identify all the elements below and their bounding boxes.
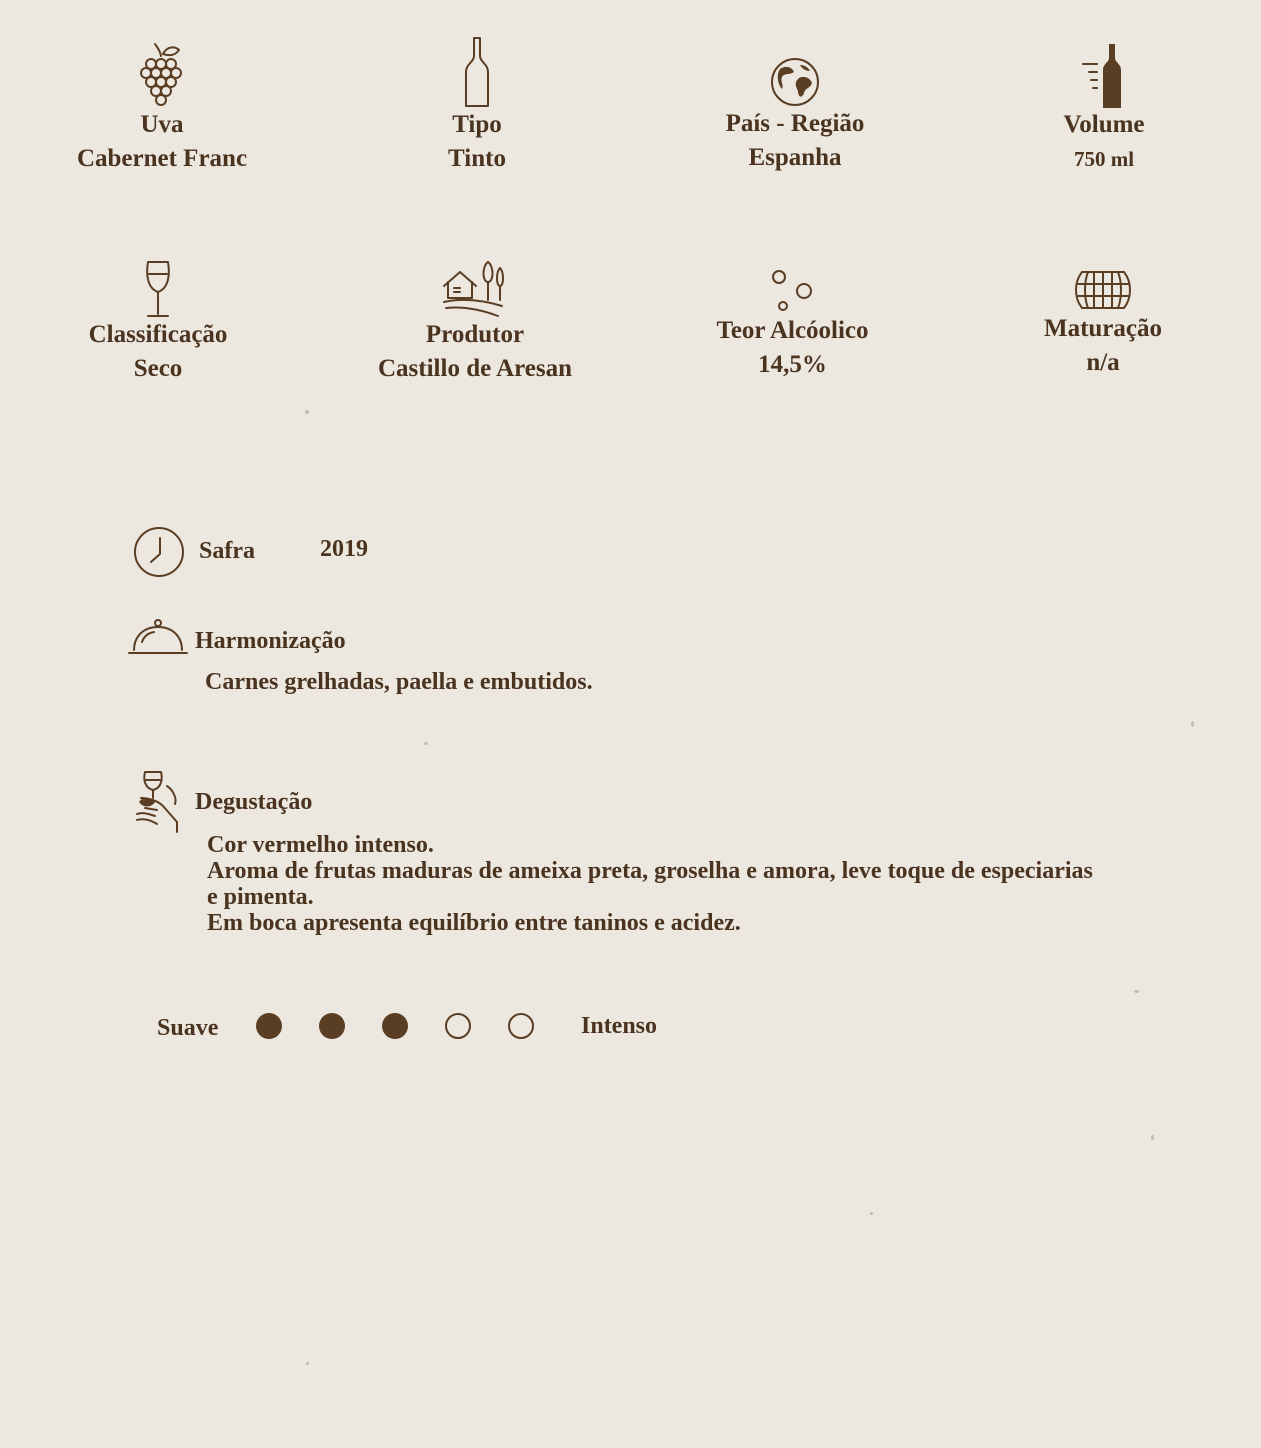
attribute-produtor — [360, 260, 590, 386]
intensity-dot — [256, 1013, 282, 1039]
intensity-max-label: Intenso — [581, 1013, 658, 1039]
harmonizacao-title: Harmonização — [195, 628, 346, 654]
attribute-label: Produtor — [425, 321, 525, 348]
tasting-hand-icon — [133, 768, 183, 834]
attribute-value: Seco — [133, 355, 183, 382]
attribute-label: Teor Alcóolico — [716, 317, 869, 344]
safra-label: Safra — [199, 538, 255, 564]
attribute-value: n/a — [1086, 349, 1120, 376]
attribute-pais — [690, 57, 900, 175]
clock-icon — [133, 526, 185, 578]
intensity-dot — [508, 1013, 534, 1039]
attribute-value: Espanha — [748, 144, 842, 171]
grape-icon — [139, 42, 185, 108]
harmonizacao-text: Carnes grelhadas, paella e embutidos. — [205, 669, 593, 695]
attribute-value: 750 ml — [1073, 147, 1135, 171]
intensity-min-label: Suave — [157, 1015, 219, 1041]
safra-value: 2019 — [320, 536, 368, 562]
attribute-value: Castillo de Aresan — [378, 355, 572, 382]
degustacao-line-1: Cor vermelho intenso. — [207, 832, 434, 858]
attribute-label: Classificação — [88, 321, 228, 348]
winery-icon — [442, 260, 508, 318]
degustacao-line-4: Em boca apresenta equilíbrio entre taninos e acidez. — [207, 910, 741, 936]
attribute-label: Maturação — [1043, 315, 1163, 342]
attribute-value: Cabernet Franc — [76, 145, 248, 172]
attribute-label: Tipo — [452, 111, 502, 138]
intensity-dot — [382, 1013, 408, 1039]
bottle-outline-icon — [464, 36, 490, 108]
bottle-volume-icon — [1079, 42, 1129, 108]
attribute-tipo — [377, 36, 577, 176]
wine-glass-icon — [145, 260, 171, 318]
attribute-maturacao — [1003, 268, 1203, 380]
barrel-icon — [1074, 268, 1132, 312]
degustacao-title: Degustação — [195, 789, 313, 815]
attribute-label: País - Região — [725, 110, 865, 137]
degustacao-line-3: e pimenta. — [207, 884, 314, 910]
attribute-volume — [1004, 42, 1204, 176]
attribute-value: Tinto — [448, 145, 506, 172]
attribute-uva — [62, 42, 262, 176]
attribute-teor — [690, 268, 895, 382]
attribute-classificacao — [58, 260, 258, 386]
bubbles-icon — [770, 268, 816, 314]
attribute-label: Volume — [1063, 111, 1145, 138]
globe-icon — [770, 57, 820, 107]
attribute-value: 14,5% — [758, 351, 827, 378]
intensity-dot — [445, 1013, 471, 1039]
attribute-label: Uva — [140, 111, 184, 138]
intensity-dot — [319, 1013, 345, 1039]
cloche-icon — [128, 618, 188, 656]
degustacao-line-2: Aroma de frutas maduras de ameixa preta, groselha e amora, leve toque de especiarias — [207, 858, 1093, 884]
